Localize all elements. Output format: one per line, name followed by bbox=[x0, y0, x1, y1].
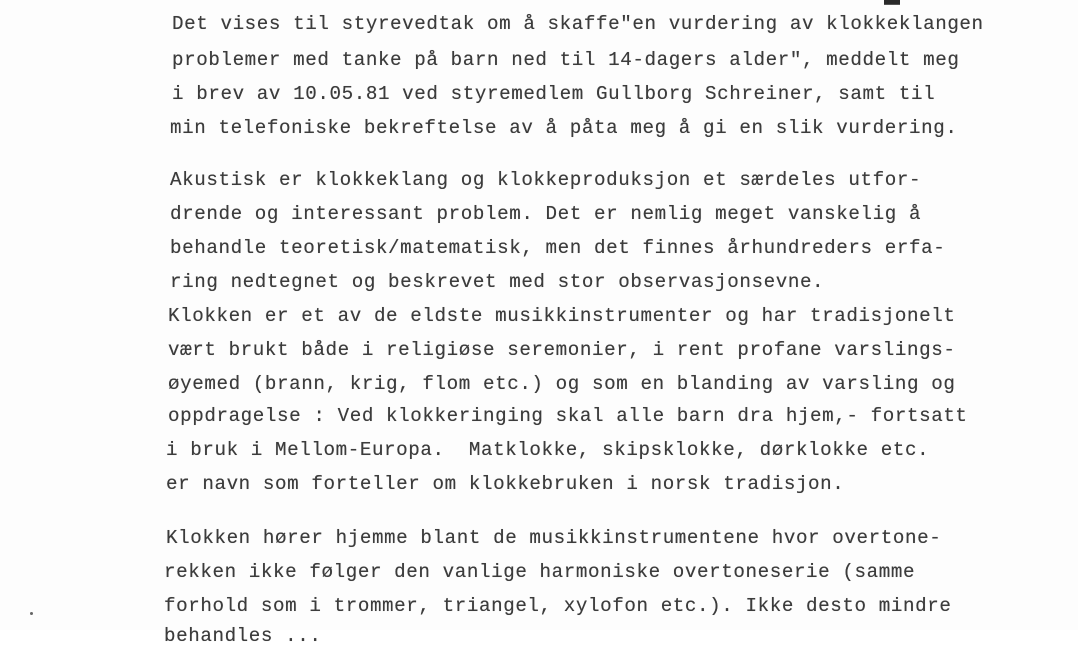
paragraph-2-line-8: oppdragelse : Ved klokkeringing skal alle barn dra hjem,- fortsatt bbox=[168, 405, 968, 427]
paragraph-1-line-1: Det vises til styrevedtak om å skaffe"en vurdering av klokkeklangen bbox=[172, 13, 984, 35]
paragraph-2-line-5: Klokken er et av de eldste musikkinstrumenter og har tradisjonelt bbox=[168, 305, 956, 327]
paragraph-3-line-2: rekken ikke følger den vanlige harmoniske overtoneserie (samme bbox=[164, 561, 916, 583]
paragraph-3-line-4-cut: behandles ... bbox=[164, 625, 322, 647]
paragraph-2-line-6: vært brukt både i religiøse seremonier, i rent profane varslings- bbox=[168, 339, 956, 361]
paragraph-1-line-4: min telefoniske bekreftelse av å påta meg å gi en slik vurdering. bbox=[170, 117, 958, 139]
paragraph-2-line-3: behandle teoretisk/matematisk, men det finnes århundreders erfa- bbox=[170, 237, 946, 259]
paragraph-3-line-1: Klokken hører hjemme blant de musikkinstrumentene hvor overtone- bbox=[166, 527, 942, 549]
scan-artifact-mark bbox=[884, 0, 900, 5]
paragraph-2-line-4: ring nedtegnet og beskrevet med stor observasjonsevne. bbox=[170, 271, 825, 293]
paragraph-3-line-3: forhold som i trommer, triangel, xylofon etc.). Ikke desto mindre bbox=[164, 595, 952, 617]
paragraph-2-line-9: i bruk i Mellom-Europa. Matklokke, skipsklokke, dørklokke etc. bbox=[166, 439, 930, 461]
paragraph-2-line-1: Akustisk er klokkeklang og klokkeproduksjon et særdeles utfor- bbox=[170, 169, 922, 191]
paragraph-2-line-7: øyemed (brann, krig, flom etc.) og som en blanding av varsling og bbox=[168, 373, 956, 395]
paragraph-2-line-10: er navn som forteller om klokkebruken i norsk tradisjon. bbox=[166, 473, 845, 495]
scan-speck bbox=[30, 612, 33, 615]
paragraph-1-line-3: i brev av 10.05.81 ved styremedlem Gullborg Schreiner, samt til bbox=[172, 83, 936, 105]
paragraph-1-line-2: problemer med tanke på barn ned til 14-dagers alder", meddelt meg bbox=[172, 49, 960, 71]
paragraph-2-line-2: drende og interessant problem. Det er nemlig meget vanskelig å bbox=[170, 203, 922, 225]
